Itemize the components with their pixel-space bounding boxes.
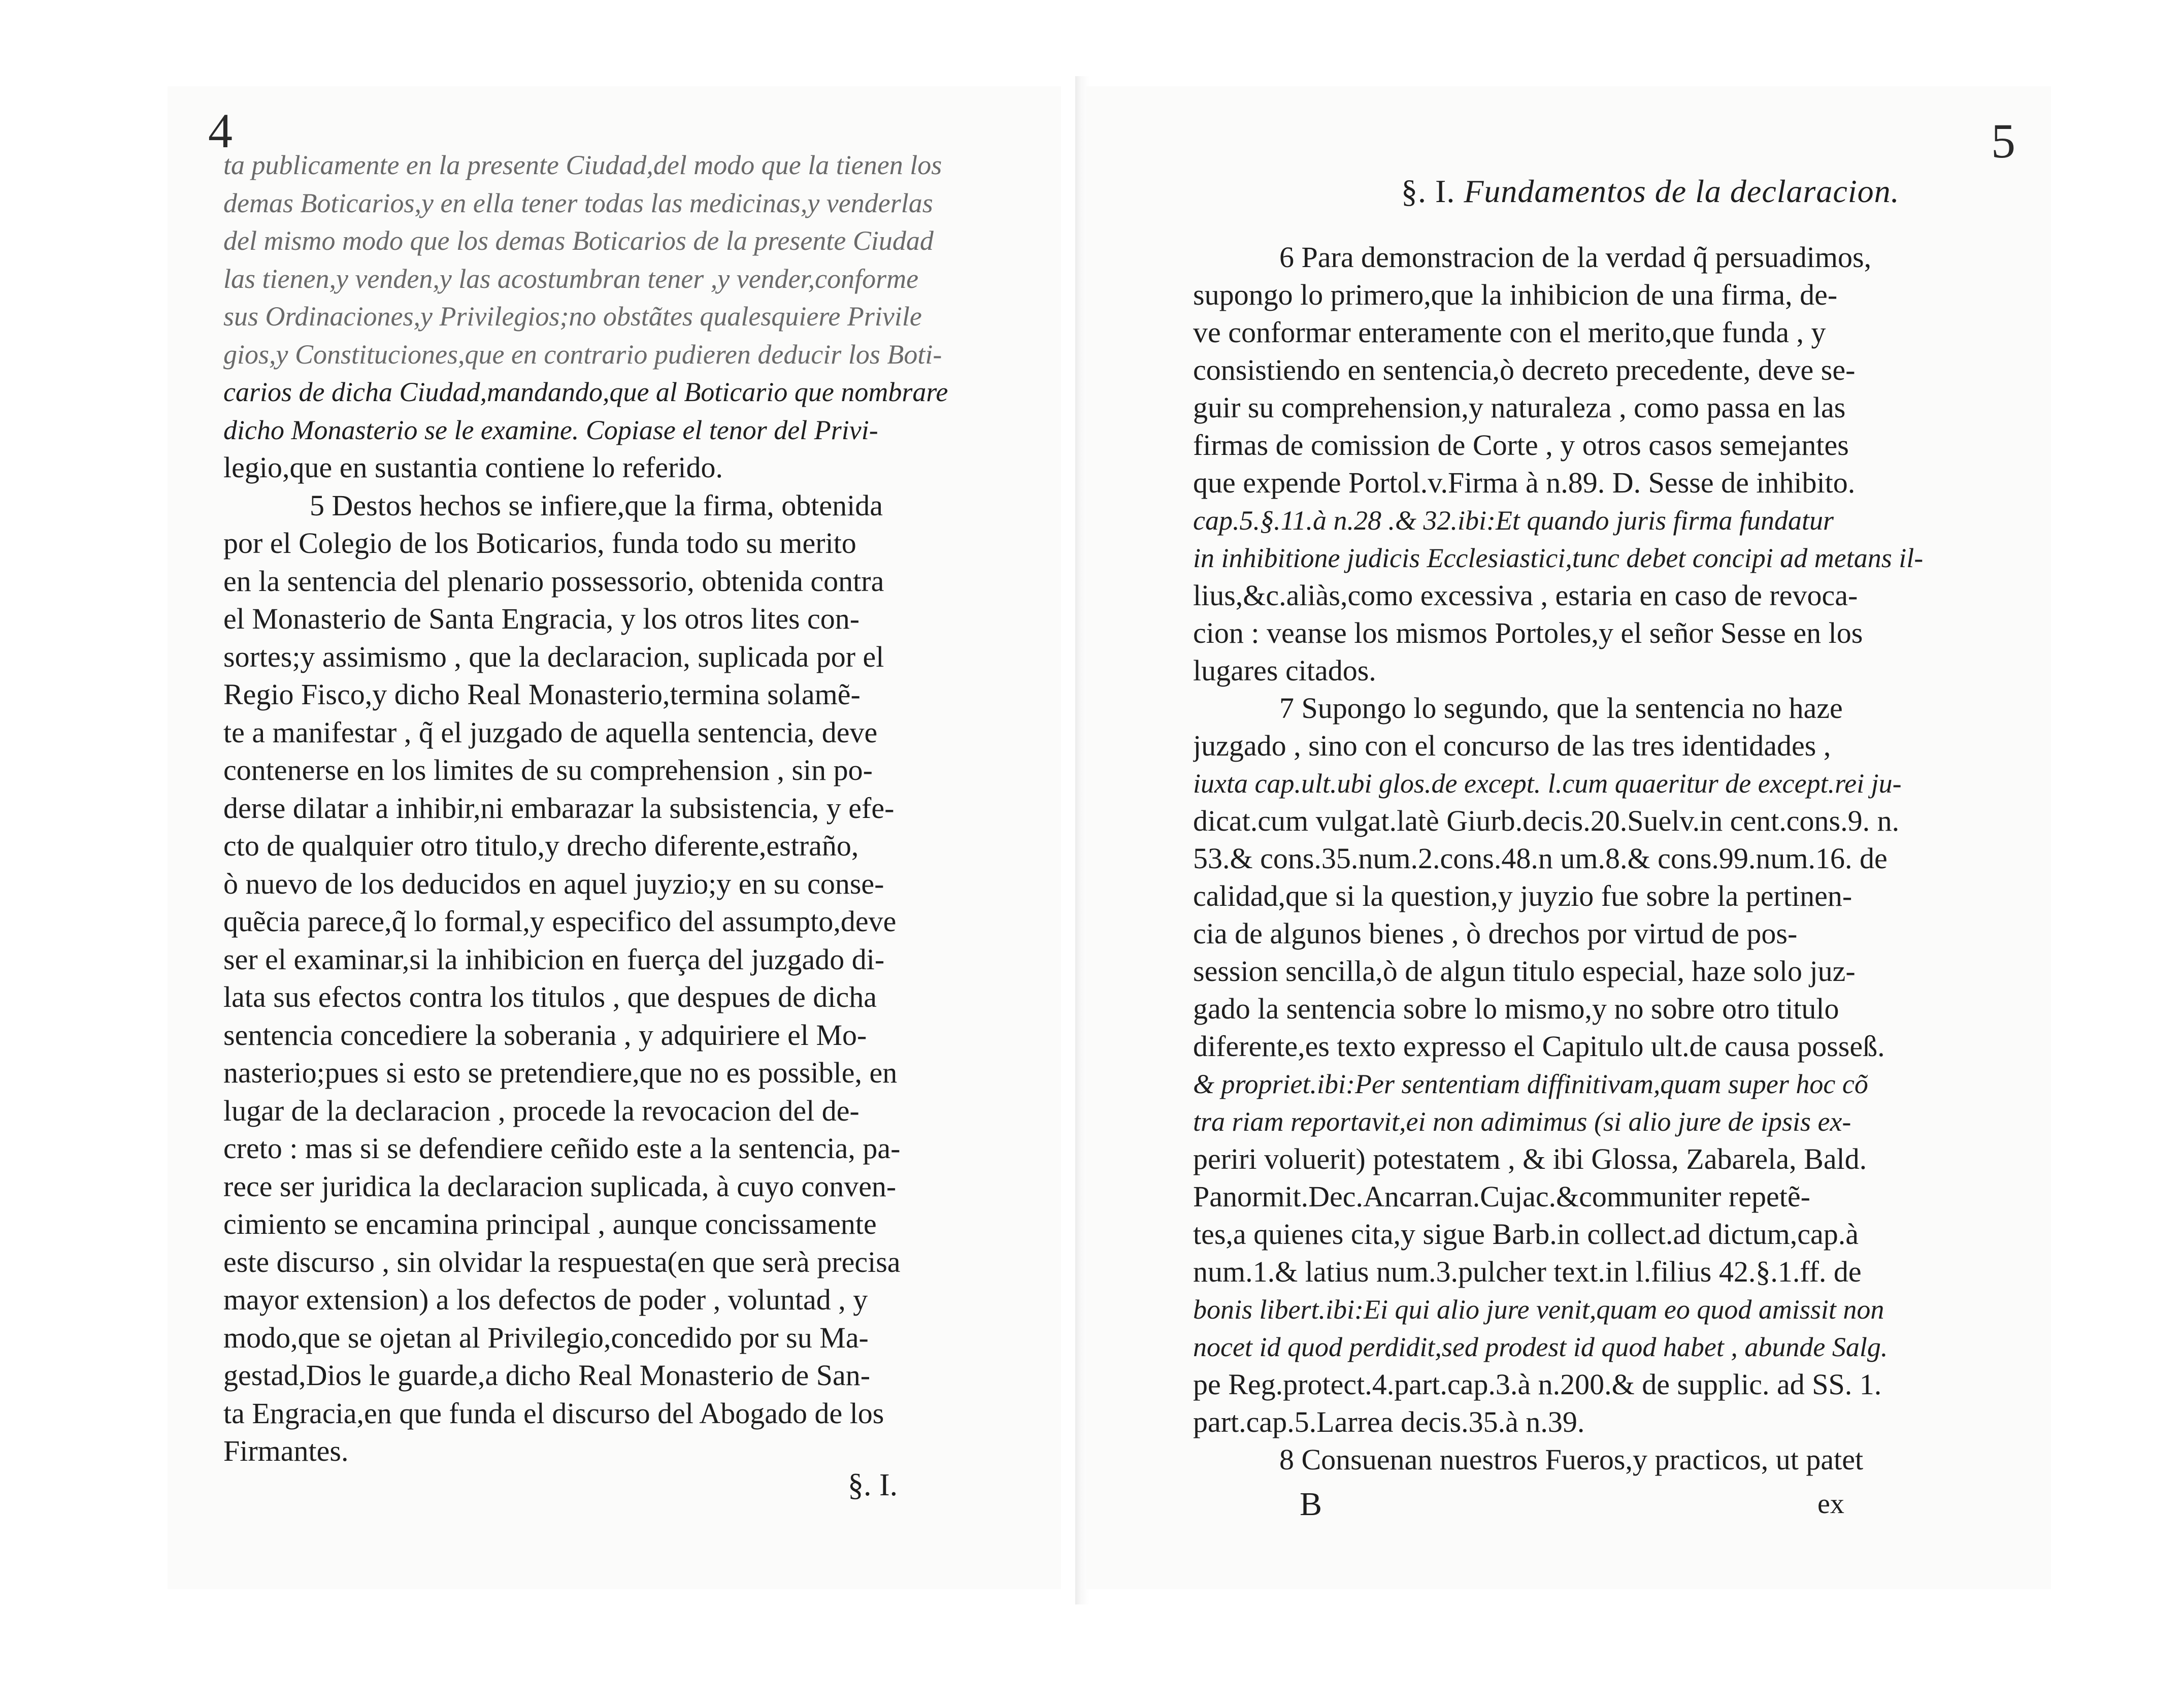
left-signature-mark: §. I. bbox=[848, 1468, 898, 1502]
text-line: gestad,Dios le guarde,a dicho Real Monasterio de San- bbox=[223, 1359, 871, 1392]
text-line: Regio Fisco,y dicho Real Monasterio,termina solamẽ- bbox=[223, 678, 861, 711]
text-line: session sencilla,ò de algun titulo especial, haze solo juz- bbox=[1193, 955, 1856, 988]
text-line: sortes;y assimismo , que la declaracion, suplicada por el bbox=[223, 640, 884, 673]
text-line: bonis libert.ibi:Ei qui alio jure venit,quam eo quod amissit non bbox=[1193, 1294, 1884, 1325]
text-line: contenerse en los limites de su comprehension , sin po- bbox=[223, 753, 873, 786]
text-line: & propriet.ibi:Per sententiam diffinitivam,quam super hoc cõ bbox=[1193, 1069, 1868, 1099]
text-line: periri voluerit) potestatem , & ibi Glossa, Zabarela, Bald. bbox=[1193, 1142, 1867, 1175]
text-line: tes,a quienes cita,y sigue Barb.in collect.ad dictum,cap.à bbox=[1193, 1218, 1859, 1251]
text-line: cimiento se encamina principal , aunque concissamente bbox=[223, 1207, 877, 1240]
running-head-title: Fundamentos de la declaracion. bbox=[1464, 173, 1900, 209]
catchword: ex bbox=[1817, 1488, 1844, 1520]
text-line: supongo lo primero,que la inhibicion de una firma, de- bbox=[1193, 278, 1838, 311]
text-line: dicat.cum vulgat.latè Giurb.decis.20.Suelv.in cent.cons.9. n. bbox=[1193, 804, 1900, 837]
text-line: en la sentencia del plenario possessorio, obtenida contra bbox=[223, 564, 884, 598]
text-line: ta Engracia,en que funda el discurso del Abogado de los bbox=[223, 1396, 884, 1430]
text-line: tra riam reportavit,ei non adimimus (si alio jure de ipsis ex- bbox=[1193, 1106, 1851, 1137]
text-line: legio,que en sustantia contiene lo referido. bbox=[223, 451, 723, 484]
text-line: creto : mas si se defendiere ceñido este a la sentencia, pa- bbox=[223, 1132, 901, 1165]
text-line: lius,&c.aliàs,como excessiva , estaria en caso de revoca- bbox=[1193, 579, 1858, 612]
text-line: part.cap.5.Larrea decis.35.à n.39. bbox=[1193, 1405, 1585, 1438]
text-line: ve conformar enteramente con el merito,que funda , y bbox=[1193, 316, 1826, 349]
text-line: nasterio;pues si esto se pretendiere,que no es possible, en bbox=[223, 1056, 898, 1089]
text-line: sus Ordinaciones,y Privilegios;no obstãtes qualesquiere Privile bbox=[223, 301, 922, 332]
right-page-number: 5 bbox=[1991, 114, 2015, 168]
text-line: este discurso , sin olvidar la respuesta(en que serà precisa bbox=[223, 1245, 901, 1278]
text-line: iuxta cap.ult.ubi glos.de except. l.cum quaeritur de except.rei ju- bbox=[1193, 768, 1902, 799]
text-line: 7 Supongo lo segundo, que la sentencia no haze bbox=[1279, 692, 1843, 725]
signature-letter: B bbox=[1300, 1486, 1322, 1523]
text-line: cion : veanse los mismos Portoles,y el señor Sesse en los bbox=[1193, 616, 1863, 649]
text-line: 5 Destos hechos se infiere,que la firma, obtenida bbox=[310, 488, 883, 522]
text-line: in inhibitione judicis Ecclesiastici,tunc debet concipi ad metans il- bbox=[1193, 543, 1924, 573]
text-line: diferente,es texto expresso el Capitulo ult.de causa posseß. bbox=[1193, 1030, 1885, 1063]
text-line: lata sus efectos contra los titulos , que despues de dicha bbox=[223, 980, 877, 1013]
text-line: sentencia concediere la soberania , y adquiriere el Mo- bbox=[223, 1018, 867, 1052]
text-line: lugares citados. bbox=[1193, 654, 1376, 687]
text-line: gado la sentencia sobre lo mismo,y no sobre otro titulo bbox=[1193, 992, 1839, 1025]
text-line: cto de qualquier otro titulo,y drecho diferente,estraño, bbox=[223, 829, 859, 862]
text-line: rece ser juridica la declaracion suplicada, à cuyo conven- bbox=[223, 1169, 897, 1203]
text-line: nocet id quod perdidit,sed prodest id quod habet , abunde Salg. bbox=[1193, 1332, 1888, 1362]
left-page-number: 4 bbox=[208, 104, 233, 158]
text-line: que expende Portol.v.Firma à n.89. D. Sesse de inhibito. bbox=[1193, 466, 1856, 499]
text-line: derse dilatar a inhibir,ni embarazar la subsistencia, y efe- bbox=[223, 791, 895, 825]
text-line: cia de algunos bienes , ò drechos por virtud de pos- bbox=[1193, 917, 1798, 950]
right-text-block bbox=[1193, 239, 2005, 1479]
text-line: guir su comprehension,y naturaleza , como passa en las bbox=[1193, 391, 1846, 424]
right-page bbox=[1086, 86, 2051, 1589]
text-line: firmas de comission de Corte , y otros casos semejantes bbox=[1193, 429, 1849, 462]
text-line: por el Colegio de los Boticarios, funda todo su merito bbox=[223, 527, 856, 560]
text-line: pe Reg.protect.4.part.cap.3.à n.200.& de supplic. ad SS. 1. bbox=[1193, 1368, 1882, 1401]
left-page bbox=[168, 86, 1061, 1589]
text-line: Panormit.Dec.Ancarran.Cujac.&communiter repetẽ- bbox=[1193, 1180, 1810, 1213]
text-line: quẽcia parece,q̃ lo formal,y especifico del assumpto,deve bbox=[223, 905, 897, 938]
running-head-section: §. I. bbox=[1401, 173, 1455, 209]
text-line: ser el examinar,si la inhibicion en fuerça del juzgado di- bbox=[223, 942, 885, 976]
text-line: demas Boticarios,y en ella tener todas las medicinas,y venderlas bbox=[223, 187, 933, 218]
text-line: num.1.& latius num.3.pulcher text.in l.filius 42.§.1.ff. de bbox=[1193, 1255, 1862, 1288]
text-line: 8 Consuenan nuestros Fueros,y practicos, ut patet bbox=[1279, 1443, 1864, 1476]
text-line: mayor extension) a los defectos de poder , voluntad , y bbox=[223, 1283, 868, 1316]
text-line: consistiendo en sentencia,ò decreto precedente, deve se- bbox=[1193, 353, 1856, 386]
text-line: carios de dicha Ciudad,mandando,que al Boticario que nombrare bbox=[223, 377, 948, 407]
text-line: el Monasterio de Santa Engracia, y los otros lites con- bbox=[223, 602, 860, 635]
text-line: las tienen,y venden,y las acostumbran tener ,y vender,conforme bbox=[223, 263, 919, 294]
text-line: 53.& cons.35.num.2.cons.48.n um.8.& cons.99.num.16. de bbox=[1193, 842, 1888, 875]
text-line: cap.5.§.11.à n.28 .& 32.ibi:Et quando juris firma fundatur bbox=[1193, 505, 1834, 536]
text-line: calidad,que si la question,y juyzio fue sobre la pertinen- bbox=[1193, 879, 1852, 912]
running-head bbox=[1401, 173, 1900, 210]
text-line: juzgado , sino con el concurso de las tres identidades , bbox=[1193, 729, 1831, 762]
text-line: dicho Monasterio se le examine. Copiase el tenor del Privi- bbox=[223, 414, 878, 445]
text-line: ta publicamente en la presente Ciudad,del modo que la tienen los bbox=[223, 150, 942, 180]
text-line: 6 Para demonstracion de la verdad q̃ persuadimos, bbox=[1279, 241, 1872, 274]
text-line: lugar de la declaracion , procede la revocacion del de- bbox=[223, 1094, 859, 1127]
text-line: Firmantes. bbox=[223, 1434, 349, 1467]
text-line: modo,que se ojetan al Privilegio,concedido por su Ma- bbox=[223, 1321, 869, 1354]
text-line: del mismo modo que los demas Boticarios de la presente Ciudad bbox=[223, 225, 934, 256]
text-line: te a manifestar , q̃ el juzgado de aquella sentencia, deve bbox=[223, 715, 878, 749]
text-line: ò nuevo de los deducidos en aquel juyzio;y en su conse- bbox=[223, 867, 884, 900]
left-text-block bbox=[223, 146, 975, 1470]
text-line: gios,y Constituciones,que en contrario pudieren deducir los Boti- bbox=[223, 339, 942, 370]
